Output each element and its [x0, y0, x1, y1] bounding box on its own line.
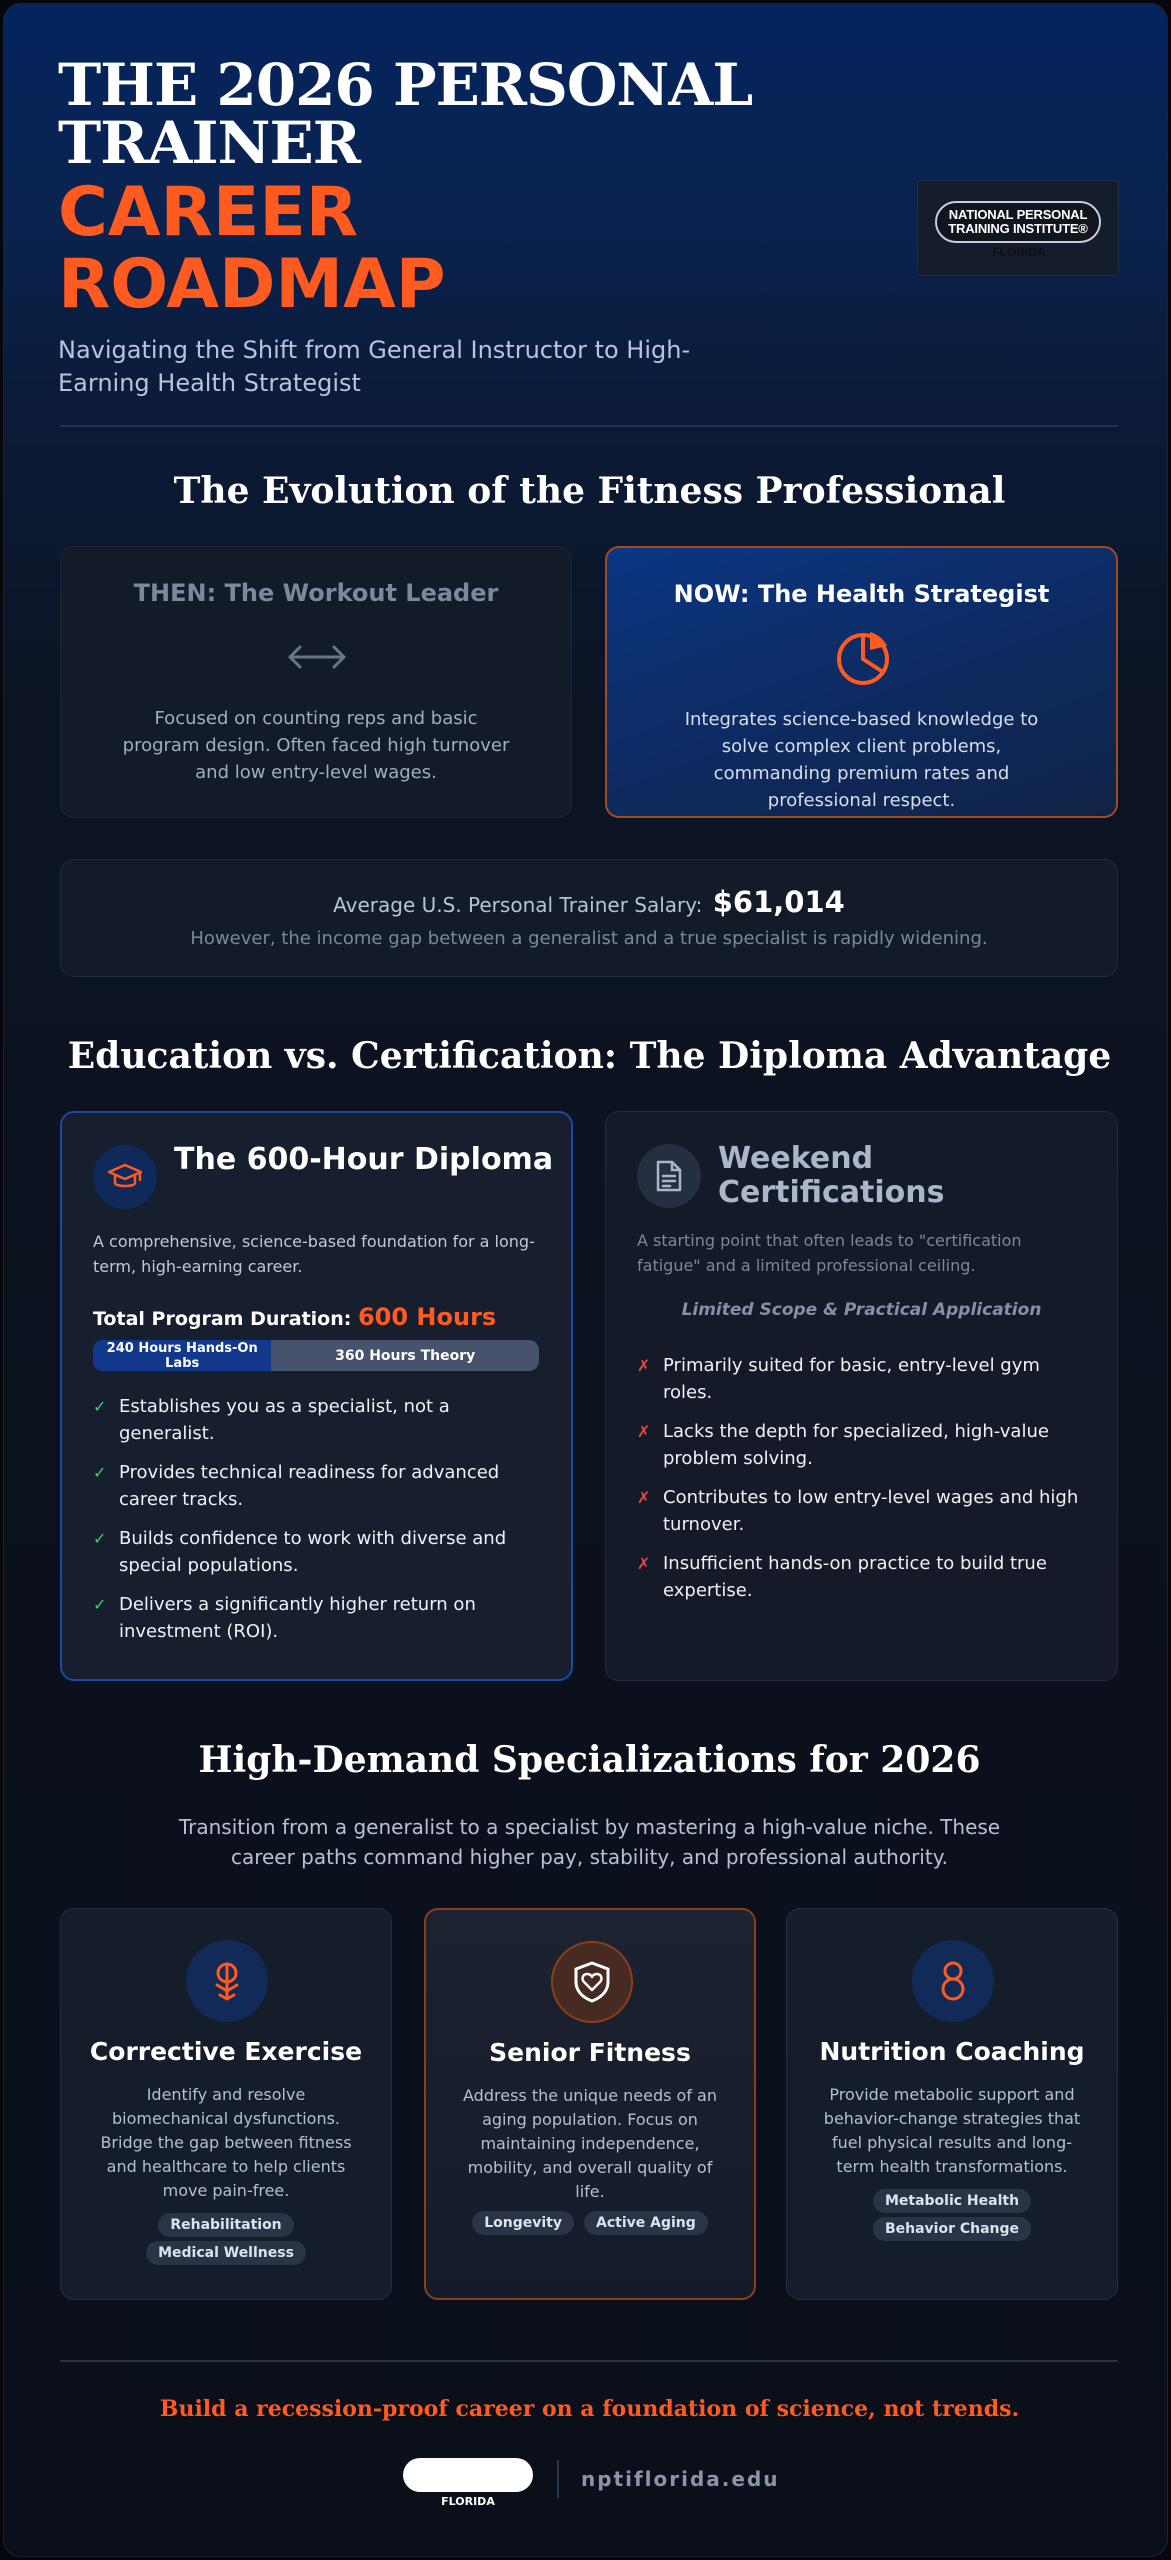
specialization-card-nutrition — [786, 1908, 1118, 2300]
list-item: ✓ Delivers a significantly higher return on investment (ROI). — [93, 1591, 543, 1645]
check-icon: ✓ — [93, 1463, 107, 1482]
footer-separator — [557, 2460, 559, 2498]
weekend-drawbacks — [637, 1352, 1087, 1616]
spec-title: Corrective Exercise — [89, 2037, 363, 2066]
footer-logo-state: FLORIDA — [441, 2495, 495, 2508]
list-item: ✗ Contributes to low entry-level wages and high turnover. — [637, 1484, 1087, 1538]
tag-badge: Medical Wellness — [146, 2241, 306, 2265]
spec-tags — [446, 2211, 734, 2235]
list-item: ✓ Provides technical readiness for advanced career tracks. — [93, 1459, 543, 1513]
labs-segment: 240 Hours Hands-On Labs — [93, 1340, 271, 1371]
salary-note: However, the income gap between a generalist and a true specialist is rapidly widening. — [190, 928, 988, 949]
logo-line-1: NATIONAL PERSONAL — [948, 207, 1088, 222]
divider — [60, 425, 1118, 427]
document-icon — [637, 1144, 701, 1208]
cross-icon: ✗ — [637, 1488, 651, 1507]
list-item: ✓ Builds confidence to work with diverse and special populations. — [93, 1525, 543, 1579]
tag-badge: Longevity — [472, 2211, 574, 2235]
chart-pie-icon — [834, 628, 892, 690]
spec-description: Address the unique needs of an aging population. Focus on maintaining independence, mobility, and overall quality of life. — [463, 2086, 717, 2201]
footer-website-link[interactable]: nptiflorida.edu — [581, 2467, 780, 2491]
salary-value: $61,014 — [712, 885, 845, 919]
spec-description: Identify and resolve biomechanical dysfunctions. Bridge the gap between fitness and healthcare to help clients move pain-free. — [100, 2085, 352, 2200]
then-heading: THEN: The Workout Leader — [133, 579, 499, 607]
accent-line-2: ROADMAP — [58, 245, 446, 324]
check-icon: ✓ — [93, 1595, 107, 1614]
evolution-title: The Evolution of the Fitness Professional — [173, 470, 1006, 512]
infographic-frame — [3, 3, 1168, 2557]
cross-icon: ✗ — [637, 1422, 651, 1441]
tag-badge: Metabolic Health — [873, 2189, 1031, 2213]
cross-icon: ✗ — [637, 1356, 651, 1375]
duration-label: Total Program Duration: — [93, 1308, 352, 1330]
diploma-card — [60, 1111, 573, 1681]
tag-badge: Active Aging — [584, 2211, 708, 2235]
spec-title: Senior Fitness — [489, 2038, 691, 2067]
footer-tagline: Build a recession-proof career on a foundation of science, not trends. — [159, 2396, 1020, 2422]
page-title-accent — [58, 173, 758, 324]
list-item: ✗ Lacks the depth for specialized, high-value problem solving. — [637, 1418, 1087, 1472]
spec-title: Nutrition Coaching — [819, 2037, 1085, 2066]
logo-line-2: TRAINING INSTITUTE® — [948, 221, 1088, 236]
spec-tags — [81, 2213, 371, 2265]
logo-state: FLORIDA — [992, 245, 1046, 259]
logo-pill — [935, 201, 1101, 243]
graduation-cap-icon — [93, 1145, 157, 1209]
specialization-card-corrective — [60, 1908, 392, 2300]
footer-logo — [403, 2458, 533, 2492]
then-body: Focused on counting reps and basic program design. Often faced high turnover and low entry-level wages. — [122, 708, 510, 783]
now-heading: NOW: The Health Strategist — [673, 580, 1050, 608]
tag-badge: Rehabilitation — [158, 2213, 293, 2237]
diploma-title: The 600-Hour Diploma — [174, 1142, 554, 1177]
now-body: Integrates science-based knowledge to solve complex client problems, commanding premium rates and professional respect. — [684, 709, 1039, 811]
title-line-2: TRAINER — [58, 109, 360, 177]
specialization-card-senior — [424, 1908, 756, 2300]
salary-line — [61, 885, 1117, 919]
page-title — [58, 51, 758, 177]
spec-description: Provide metabolic support and behavior-change strategies that fuel physical results and long-term health transformations. — [823, 2085, 1081, 2176]
duration-value: 600 Hours — [357, 1303, 497, 1331]
tag-badge: Behavior Change — [873, 2217, 1031, 2241]
list-item: ✓ Establishes you as a specialist, not a generalist. — [93, 1393, 543, 1447]
list-item: ✗ Primarily suited for basic, entry-level gym roles. — [637, 1352, 1087, 1406]
education-title: Education vs. Certification: The Diploma Advantage — [67, 1035, 1112, 1077]
npti-logo — [917, 180, 1119, 276]
weekend-description: A starting point that often leads to "certification fatigue" and a limited professional ceiling. — [637, 1231, 1022, 1275]
diploma-benefits — [93, 1393, 543, 1657]
arrows-horizontal-icon — [286, 637, 348, 681]
weekend-title: Weekend Certifications — [718, 1141, 945, 1210]
diploma-description: A comprehensive, science-based foundation for a long-term, high-earning career. — [93, 1232, 535, 1276]
heart-shield-icon — [551, 1941, 633, 2023]
check-icon: ✓ — [93, 1397, 107, 1416]
salary-card — [60, 859, 1118, 977]
metabolism-icon — [912, 1940, 994, 2022]
divider — [60, 2360, 1118, 2362]
specializations-intro: Transition from a generalist to a specialist by mastering a high-value niche. These career paths command higher pay, stability, and professional authority. — [178, 1815, 1001, 1869]
diploma-duration — [93, 1303, 496, 1331]
specializations-title: High-Demand Specializations for 2026 — [198, 1739, 981, 1781]
spine-icon — [186, 1940, 268, 2022]
then-card — [60, 546, 572, 818]
list-item: ✗ Insufficient hands-on practice to build true expertise. — [637, 1550, 1087, 1604]
check-icon: ✓ — [93, 1529, 107, 1548]
title-line-1: THE 2026 PERSONAL — [58, 51, 753, 119]
now-card — [605, 546, 1118, 818]
weekend-card — [605, 1111, 1118, 1681]
salary-label: Average U.S. Personal Trainer Salary: — [333, 893, 703, 917]
page-subtitle: Navigating the Shift from General Instructor to High-Earning Health Strategist — [58, 336, 691, 397]
hours-bar — [93, 1340, 539, 1371]
accent-line-1: CAREER — [58, 173, 359, 252]
cross-icon: ✗ — [637, 1554, 651, 1573]
spec-tags — [807, 2189, 1097, 2241]
theory-segment: 360 Hours Theory — [335, 1347, 476, 1364]
weekend-subheading: Limited Scope & Practical Application — [681, 1300, 1042, 1320]
